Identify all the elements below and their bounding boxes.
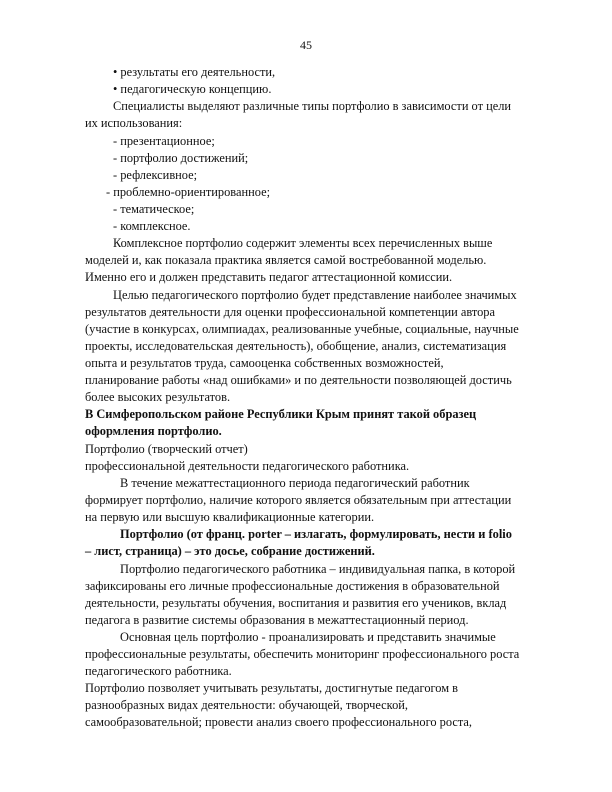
paragraph-line: профессиональные результаты, обеспечить мониторинг профессионального роста: [85, 647, 520, 661]
paragraph-line: проекты, исследовательская деятельность), обобщение, анализ, систематизация: [85, 339, 507, 353]
paragraph-line: их использования:: [85, 116, 183, 130]
paragraph-line: разнообразных видах деятельности: обучающей, творческой,: [85, 698, 408, 712]
paragraph-line: В течение межаттестационного периода педагогический работник: [120, 476, 470, 490]
paragraph-line: Портфолио позволяет учитывать результаты, достигнутые педагогом в: [85, 681, 459, 695]
bold-definition: Портфолио (от франц. porter – излагать, формулировать, нести и folio: [120, 527, 512, 541]
paragraph-line: опыта и результатов труда, самооценка собственных возможностей,: [85, 356, 444, 370]
paragraph-line: профессиональной деятельности педагогического работника.: [85, 459, 410, 473]
list-item: - комплексное.: [113, 219, 191, 233]
page-number: 45: [300, 38, 312, 52]
paragraph-line: зафиксированы его личные профессиональные достижения в образовательной: [85, 579, 500, 593]
paragraph-line: Портфолио (творческий отчет): [85, 442, 248, 456]
paragraph-line: результатов деятельности для оценки профессиональной компетенции автора: [85, 305, 496, 319]
paragraph-line: Основная цель портфолио - проанализировать и представить значимые: [120, 630, 496, 644]
paragraph-line: Портфолио педагогического работника – индивидуальная папка, в которой: [120, 562, 516, 576]
list-item: • педагогическую концепцию.: [113, 82, 272, 96]
paragraph-line: самообразовательной; провести анализ своего профессионального роста,: [85, 715, 472, 729]
paragraph-line: Специалисты выделяют различные типы портфолио в зависимости от цели: [113, 99, 512, 113]
paragraph-line: (участие в конкурсах, олимпиадах, реализованные учебные, социальные, научные: [85, 322, 519, 336]
list-item: • результаты его деятельности,: [113, 65, 276, 79]
list-item: - тематическое;: [113, 202, 195, 216]
paragraph-line: формирует портфолио, наличие которого является обязательным при аттестации: [85, 493, 512, 507]
paragraph-line: планирование работы «над ошибками» и по деятельности позволяющей достичь: [85, 373, 512, 387]
paragraph-line: на первую или высшую квалификационные категории.: [85, 510, 375, 524]
list-item: - проблемно-ориентированное;: [106, 185, 271, 199]
paragraph-line: более высоких результатов.: [85, 390, 231, 404]
paragraph-line: деятельности, результаты обучения, воспитания и развития его учеников, вклад: [85, 596, 507, 610]
paragraph-line: педагогического работника.: [85, 664, 232, 678]
paragraph-line: Именно его и должен представить педагог аттестационной комиссии.: [85, 270, 453, 284]
paragraph-line: педагога в развитие системы образования в межаттестационный период.: [85, 613, 469, 627]
list-item: - презентационное;: [113, 134, 215, 148]
bold-definition: – лист, страница) – это досье, собрание достижений.: [85, 544, 375, 558]
list-item: - рефлексивное;: [113, 168, 198, 182]
paragraph-line: Целью педагогического портфолио будет представление наиболее значимых: [113, 288, 517, 302]
paragraph-line: моделей и, как показала практика является самой востребованной моделью.: [85, 253, 487, 267]
bold-heading: В Симферопольском районе Республики Крым принят такой образец: [85, 407, 477, 421]
list-item: - портфолио достижений;: [113, 151, 249, 165]
bold-heading: оформления портфолио.: [85, 424, 222, 438]
paragraph-line: Комплексное портфолио содержит элементы всех перечисленных выше: [113, 236, 493, 250]
